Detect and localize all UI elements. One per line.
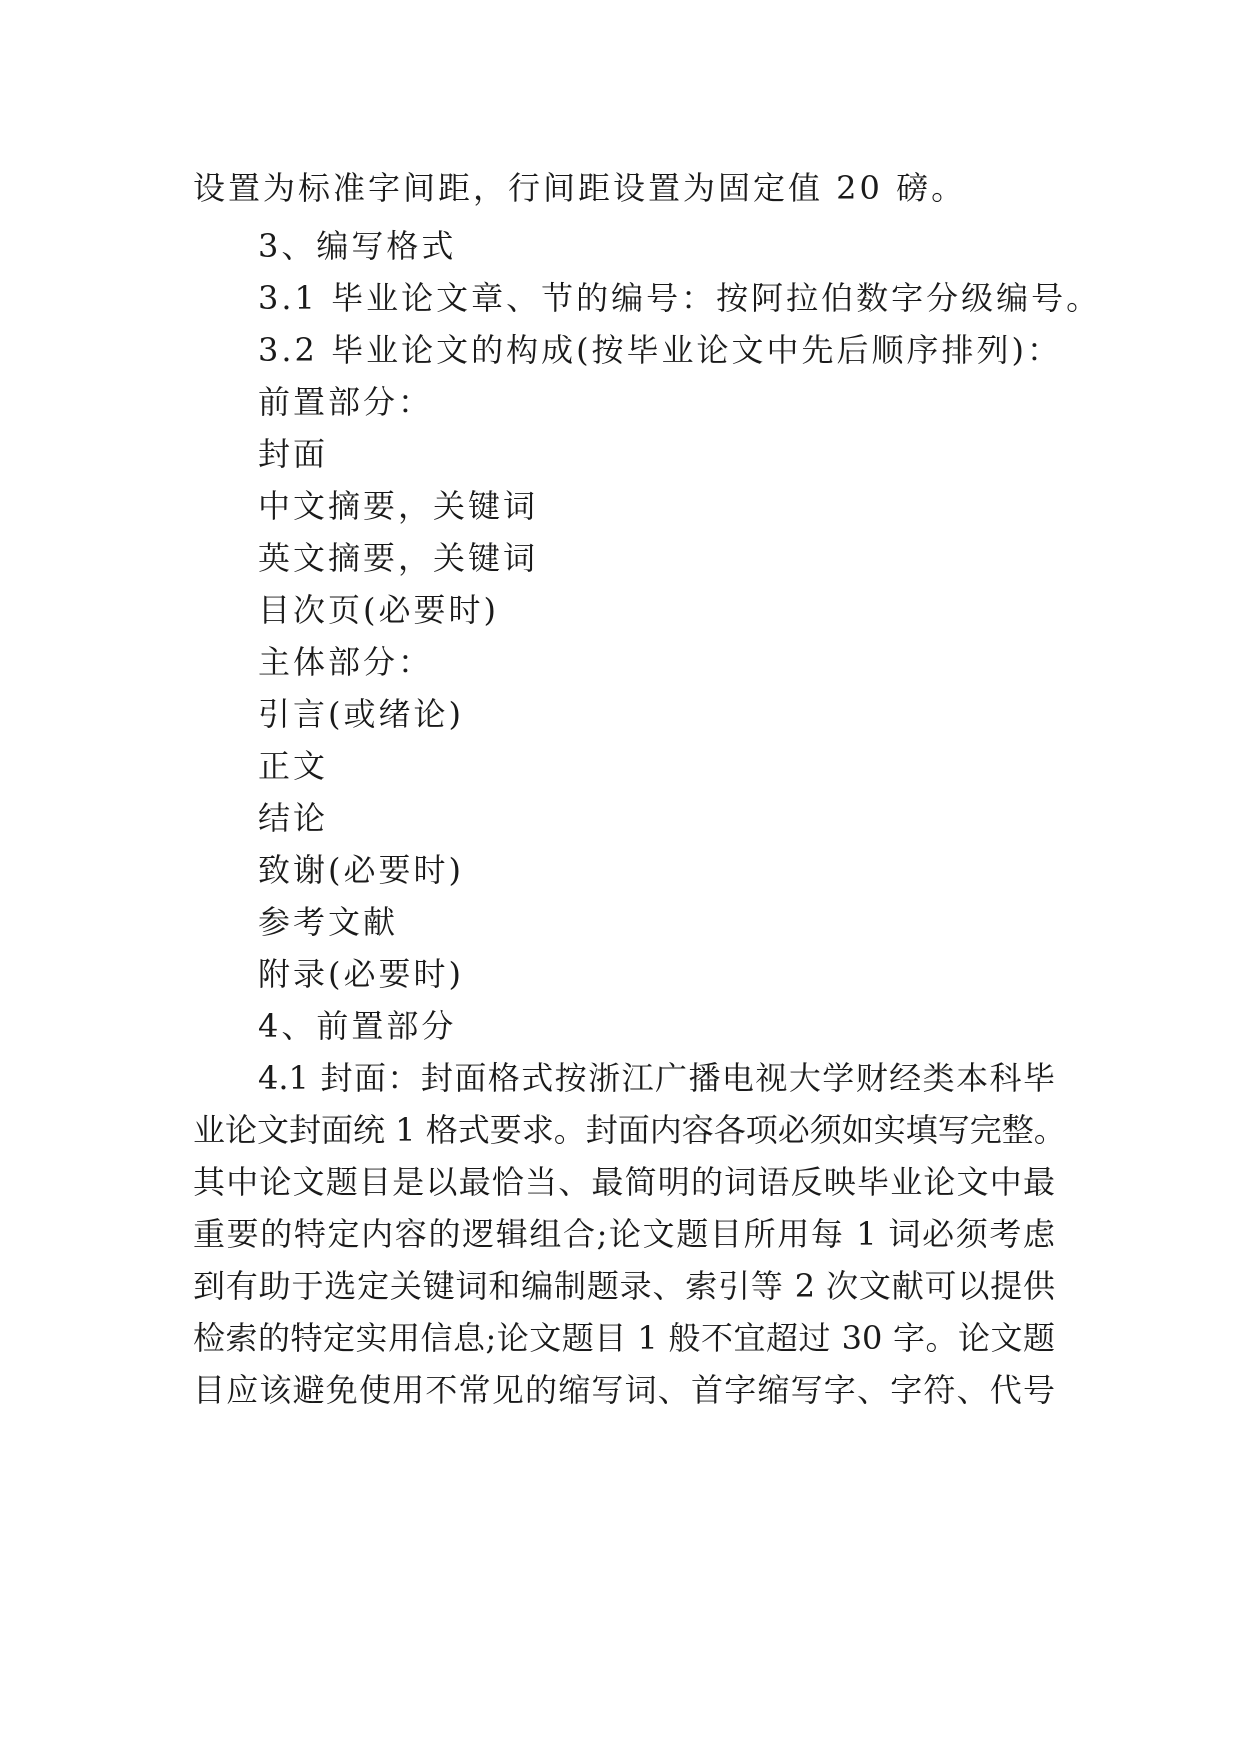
paragraph-line: 3.2 毕业论文的构成(按毕业论文中先后顺序排列)： xyxy=(258,331,1063,369)
list-item: 参考文献 xyxy=(258,903,399,941)
paragraph-line: 业论文封面统 1 格式要求。封面内容各项必须如实填写完整。 xyxy=(193,1111,1066,1149)
list-item: 结论 xyxy=(258,799,329,837)
paragraph-line: 4.1 封面：封面格式按浙江广播电视大学财经类本科毕 xyxy=(258,1059,1055,1097)
paragraph-line: 重要的特定内容的逻辑组合;论文题目所用每 1 词必须考虑 xyxy=(193,1215,1055,1253)
paragraph-line: 其中论文题目是以最恰当、最简明的词语反映毕业论文中最 xyxy=(193,1163,1055,1201)
list-item: 正文 xyxy=(258,747,329,785)
section-heading-3: 3、编写格式 xyxy=(258,227,457,265)
list-item: 附录(必要时) xyxy=(258,955,464,993)
list-item: 英文摘要，关键词 xyxy=(258,539,539,577)
list-item: 主体部分： xyxy=(258,643,434,681)
list-item: 目次页(必要时) xyxy=(258,591,499,629)
list-item: 引言(或绪论) xyxy=(258,695,464,733)
list-item: 中文摘要，关键词 xyxy=(258,487,539,525)
list-item: 致谢(必要时) xyxy=(258,851,464,889)
paragraph-line: 到有助于选定关键词和编制题录、索引等 2 次文献可以提供 xyxy=(193,1267,1055,1305)
section-heading-4: 4、前置部分 xyxy=(258,1007,457,1045)
paragraph-line: 检索的特定实用信息;论文题目 1 般不宜超过 30 字。论文题 xyxy=(193,1319,1055,1357)
list-item: 封面 xyxy=(258,435,329,473)
paragraph-line: 设置为标准字间距，行间距设置为固定值 20 磅。 xyxy=(193,169,967,207)
paragraph-line: 3.1 毕业论文章、节的编号：按阿拉伯数字分级编号。 xyxy=(258,279,1102,317)
paragraph-line: 目应该避免使用不常见的缩写词、首字缩写字、字符、代号 xyxy=(193,1371,1055,1409)
list-item: 前置部分： xyxy=(258,383,434,421)
